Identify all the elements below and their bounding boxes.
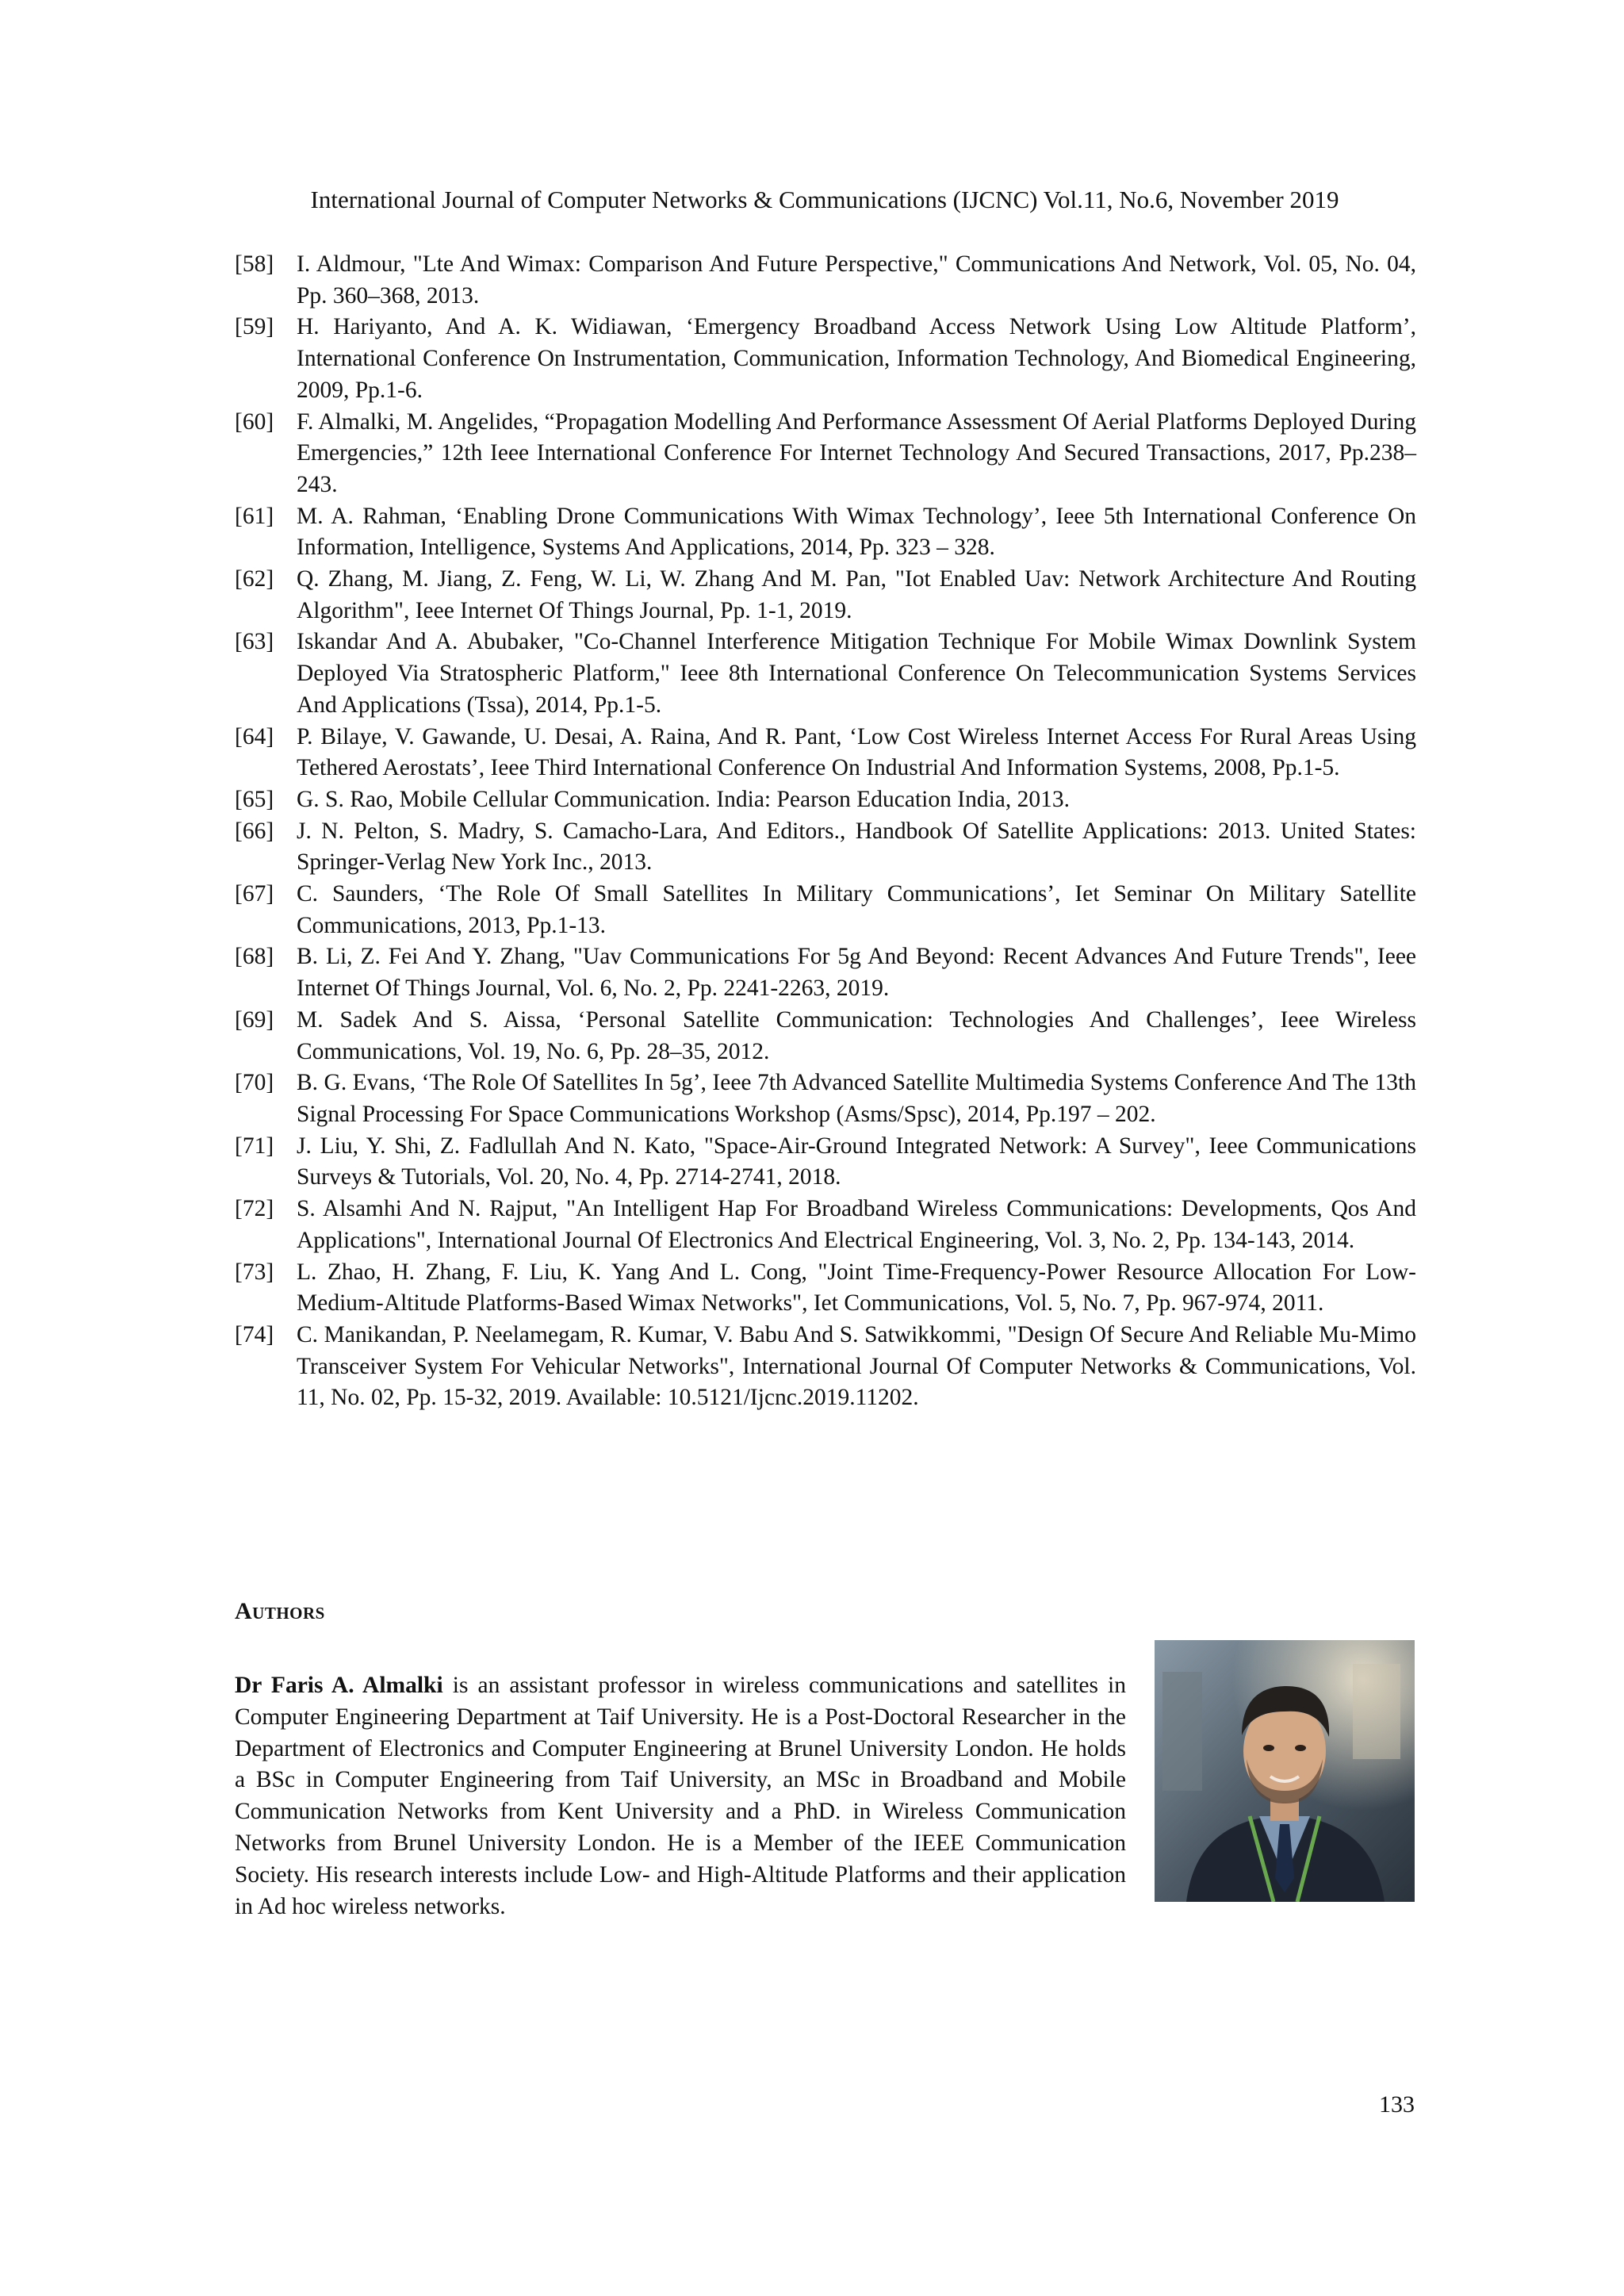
reference-item	[235, 564, 1416, 627]
reference-text: B. G. Evans, ‘The Role Of Satellites In 5g’, Ieee 7th Advanced Satellite Multimedia Systems Conference And The 13th Signal Processing For Space Communications Workshop (Asms/Spsc), 2014, Pp.197 – 202.	[297, 1070, 1416, 1127]
reference-item	[235, 1005, 1416, 1068]
reference-item	[235, 249, 1416, 312]
author-name: Dr Faris A. Almalki	[235, 1673, 443, 1698]
reference-item	[235, 1131, 1416, 1194]
reference-text: Iskandar And A. Abubaker, "Co-Channel Interference Mitigation Technique For Mobile Wimax Downlink System Deployed Via Stratospheric Platform," Ieee 8th International Conference On Telecommunication Systems Services And Applications (Tssa), 2014, Pp.1-5.	[297, 629, 1416, 718]
reference-text: S. Alsamhi And N. Rajput, "An Intelligent Hap For Broadband Wireless Communications: Developments, Qos And Applications", International Journal Of Electronics And Electrical Engineering, Vol. 3, No. 2, Pp. 134-143, 2014.	[297, 1196, 1416, 1253]
reference-item	[235, 784, 1416, 816]
reference-number: [59]	[235, 314, 274, 340]
reference-text: G. S. Rao, Mobile Cellular Communication. India: Pearson Education India, 2013.	[297, 786, 1070, 812]
reference-text: J. N. Pelton, S. Madry, S. Camacho-Lara, And Editors., Handbook Of Satellite Applications: 2013. United States: Springer-Verlag New York Inc., 2013.	[297, 818, 1416, 876]
reference-item	[235, 879, 1416, 941]
reference-item	[235, 627, 1416, 721]
reference-number: [63]	[235, 629, 274, 655]
author-biography	[235, 1670, 1126, 1922]
reference-number: [61]	[235, 503, 274, 529]
reference-text: M. A. Rahman, ‘Enabling Drone Communications With Wimax Technology’, Ieee 5th International Conference On Information, Intelligence, Systems And Applications, 2014, Pp. 323 – 328.	[297, 503, 1416, 561]
reference-number: [74]	[235, 1321, 274, 1347]
reference-number: [58]	[235, 251, 274, 277]
reference-number: [71]	[235, 1133, 274, 1159]
page-number: 133	[1379, 2091, 1415, 2118]
reference-number: [62]	[235, 566, 274, 592]
reference-item	[235, 816, 1416, 879]
reference-item	[235, 1194, 1416, 1256]
reference-text: C. Saunders, ‘The Role Of Small Satellites In Military Communications’, Iet Seminar On Military Satellite Communications, 2013, Pp.1-13.	[297, 881, 1416, 938]
reference-item	[235, 407, 1416, 501]
reference-item	[235, 1320, 1416, 1414]
reference-text: H. Hariyanto, And A. K. Widiawan, ‘Emergency Broadband Access Network Using Low Altitude Platform’, International Conference On Instrumentation, Communication, Information Technology, And Biomedical Engineering, 2009, Pp.1-6.	[297, 314, 1416, 403]
authors-heading: Authors	[235, 1598, 325, 1624]
author-portrait-image	[1155, 1640, 1415, 1902]
reference-item	[235, 1068, 1416, 1130]
author-bio-text: is an assistant professor in wireless communications and satellites in Computer Engineering Department at Taif University. He is a Post-Doctoral Researcher in the Department of Electronics and Computer Engineering at Brunel University London. He holds a BSc in Computer Engineering from Taif University, an MSc in Broadband and Mobile Communication Networks from Kent University and a PhD. in Wireless Communication Networks from Brunel University London. He is a Member of the IEEE Communication Society. His research interests include Low- and High-Altitude Platforms and their application in Ad hoc wireless networks.	[235, 1673, 1126, 1919]
author-photo	[1155, 1640, 1415, 1902]
reference-number: [72]	[235, 1196, 274, 1222]
reference-text: P. Bilaye, V. Gawande, U. Desai, A. Raina, And R. Pant, ‘Low Cost Wireless Internet Access For Rural Areas Using Tethered Aerostats’, Ieee Third International Conference On Industrial And Information Systems, 2008, Pp.1-5.	[297, 723, 1416, 781]
reference-text: C. Manikandan, P. Neelamegam, R. Kumar, V. Babu And S. Satwikkommi, "Design Of Secure And Reliable Mu-Mimo Transceiver System For Vehicular Networks", International Journal Of Computer Networks & Communications, Vol. 11, No. 02, Pp. 15-32, 2019. Available: 10.5121/Ijcnc.2019.11202.	[297, 1321, 1416, 1411]
reference-list	[235, 249, 1416, 1414]
running-header: International Journal of Computer Networks & Communications (IJCNC) Vol.11, No.6, November 2019	[310, 186, 1339, 213]
reference-number: [64]	[235, 723, 274, 749]
reference-item	[235, 941, 1416, 1004]
reference-number: [73]	[235, 1259, 274, 1285]
reference-item	[235, 722, 1416, 784]
reference-item	[235, 312, 1416, 406]
reference-number: [69]	[235, 1006, 274, 1033]
reference-number: [60]	[235, 408, 274, 435]
reference-text: B. Li, Z. Fei And Y. Zhang, "Uav Communications For 5g And Beyond: Recent Advances And Future Trends", Ieee Internet Of Things Journal, Vol. 6, No. 2, Pp. 2241-2263, 2019.	[297, 944, 1416, 1002]
reference-text: J. Liu, Y. Shi, Z. Fadlullah And N. Kato, "Space-Air-Ground Integrated Network: A Survey", Ieee Communications Surveys & Tutorials, Vol. 20, No. 4, Pp. 2714-2741, 2018.	[297, 1133, 1416, 1190]
reference-text: F. Almalki, M. Angelides, “Propagation Modelling And Performance Assessment Of Aerial Platforms Deployed During Emergencies,” 12th Ieee International Conference For Internet Technology And Secured Transactions, 2017, Pp.238–243.	[297, 408, 1416, 497]
reference-item	[235, 501, 1416, 564]
reference-item	[235, 1257, 1416, 1320]
reference-text: L. Zhao, H. Zhang, F. Liu, K. Yang And L. Cong, "Joint Time-Frequency-Power Resource Allocation For Low-Medium-Altitude Platforms-Based Wimax Networks", Iet Communications, Vol. 5, No. 7, Pp. 967-974, 2011.	[297, 1259, 1416, 1317]
reference-text: I. Aldmour, "Lte And Wimax: Comparison And Future Perspective," Communications And Network, Vol. 05, No. 04, Pp. 360–368, 2013.	[297, 251, 1416, 309]
reference-text: Q. Zhang, M. Jiang, Z. Feng, W. Li, W. Zhang And M. Pan, "Iot Enabled Uav: Network Architecture And Routing Algorithm", Ieee Internet Of Things Journal, Pp. 1-1, 2019.	[297, 566, 1416, 623]
reference-text: M. Sadek And S. Aissa, ‘Personal Satellite Communication: Technologies And Challenges’, Ieee Wireless Communications, Vol. 19, No. 6, Pp. 28–35, 2012.	[297, 1006, 1416, 1064]
reference-number: [66]	[235, 818, 274, 844]
reference-number: [70]	[235, 1070, 274, 1096]
reference-number: [68]	[235, 944, 274, 970]
reference-number: [65]	[235, 786, 274, 812]
reference-number: [67]	[235, 881, 274, 907]
